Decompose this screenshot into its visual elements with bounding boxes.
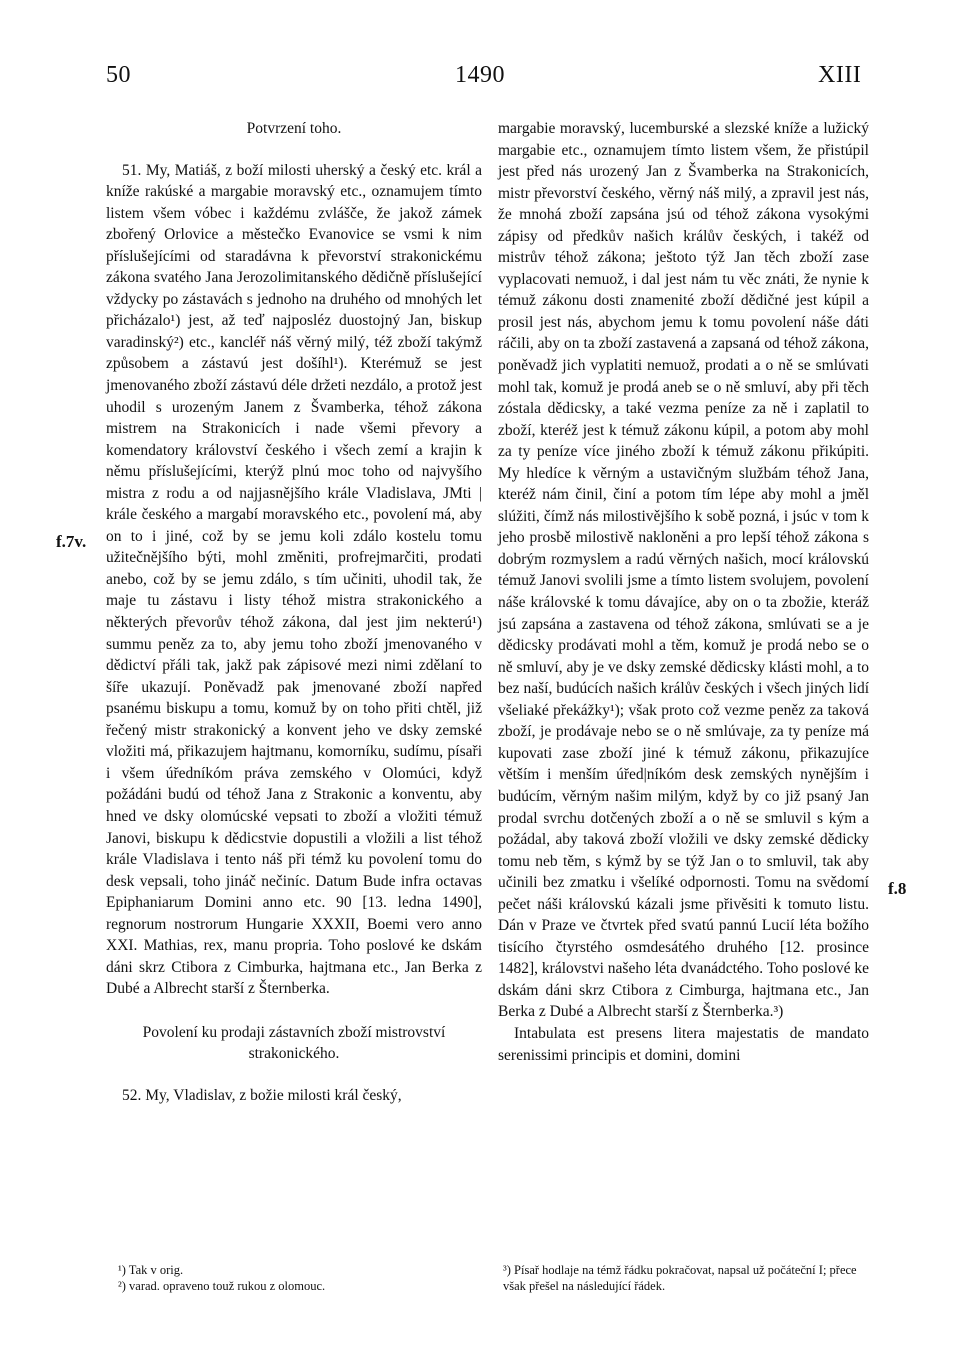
footnotes-right	[503, 1262, 873, 1294]
folio-note-right: f.8	[888, 879, 907, 898]
footnote-2: ²) varad. opraveno touž rukou z olomouc.	[118, 1279, 326, 1293]
section-number: XIII	[818, 62, 862, 88]
footnotes-left	[118, 1262, 478, 1294]
document-52-continuation: margabie moravský, lucemburské a slezské kníže a lužický margabie etc., oznamujem tímto listem všem, že přistúpil jest před nás urozený Jan z Švamberka na Strakonicích, mistr převorství českého, věrný náš milý, a zpravil jest nás, že mnohá zboží zapsána jsú od téhož zákona vysokými zápisy od předkův našich králův českých, i takéž od mistrův téhož zákona; ještoto týž Jan těch zboží zase vyplacovati nemuož, i dal jest nám tu věc znáti, že nynie k témuž zákonu dosti znamenité zboží dědičné jest kúpil a prosil jest nás, abychom jemu k tomu povolení náše dáti ráčili, aby on ta zboží zastavená a zapsaná od téhož zákona, poněvadž jich vyplatiti nemuož, prodati a o ně se smlúvati mohl tak, komuž je prodá aneb se o ně smluví, aby při těch zóstala dědicsky, a také vezma peníze za ně i zaplatil to zboží, kteréž jest k témuž zákonu kúpil, a potom aby mohl za ty peníze více jiného zboží k témuž zákonu přikúpiti. My hledíce k věrným a ustavičným službám téhož Jana, kteréž nám činil, činí a potom tím lépe aby mohl a jměl slúžiti, čímž nás milostivějšího k sobě pozná, i jsúc v tom k jeho prosbě milostivě nakloněni a pro lepší téhož zákona s dobrým rozmyslem a radú věrných našich, mocí královskú témuž Janovi svolili jsme a tímto listem svolujem, povolení náše královské k tomu dávajíce, aby on o ta zbožie, kteráž jsú zapsána a zastavena od téhož zákona, smlúvati se a je dědicsky prodávati mohl a těm, komuž je prodá nebo se o ně smluví, aby je ve dsky zemské dědicsky klásti mohl, a to bez naší, budúcích našich králův českých i všech jiných lidí všeliaké překážky¹); však proto což vezme peněz za taková zboží, je prodávaje nebo se o ně smlúvaje, za ty peníze má kupovati zase zboží jiné k témuž zákonu, přikazujíce větším i menším úřed|níkóm desk zemských nynějším i budúcím, věrným našim milým, když by co již psaný Jan prodal svrchu dotčených zboží a o ně se smluvil s kým a požádal, aby taková zboží vložili ve dsky zemské dědicky tomu neb těm, s kýmž by se týž Jan o to smluvil, tak aby učinili bez zmatku i všelíké odpornosti. Tomu na svědomí pečet náši královskú kázali jsme přivěsiti k tomuto listu. Dán v Praze ve čtvrtek před svatú pannú Lucií léta božího tisícího čtyrstého osmdesátého druhého [12. prosince 1482], královstvi našeho léta dvanádctého. Toho poslové ke dskám dáni skrz Ctibora z Cimburga, hajtmana etc., Jan Berka z Dubé a Albrecht starší z Šternberka.³)	[498, 120, 869, 1021]
folio-note-left: f.7v.	[56, 532, 87, 551]
document-52-opening: 52. My, Vladislav, z božie milosti král český,	[122, 1086, 402, 1104]
document-51-text: 51. My, Matiáš, z boží milosti uherský a český etc. král a kníže rakúské a margabie moravský etc., oznamujem tímto listem všem vóbec i každému zvlášče, že jakož zámek zbořený Orlovice a městečko Evanovice se vsmi k nim příslušejícími od staradávna k převorství strakonickému zákona svatého Jana Jerozolimitanského dědičně příslušející vždycky po zástavách s jednoho na druhého od mnohých let přicházalo¹) jest, až teď najposléz duostojný Jan, biskup varadinský²) etc., kancléř náš věrný milý, též zboží takýmž způsobem a zástavú jest došíhl¹). Kterémuž se jest jmenovaného zboží zástavú déle držeti nezdálo, a protož jest uhodil s urozeným Janem z Švamberka, téhož zákona mistrem na Strakonicích i nade všemi převory a komendatory království českého i všech zemí a krajin k němu příslušejícími, kterýž plnú moc toho od najvyšího mistra z rodu a od najjasnějšího krále Vladislava, JMti | krále českého a margabí moravského etc., povolení má, aby on to i jiné, což by se jemu koli zdálo kostelu tomu užitečnějšího býti, mohl změniti, profrejmarčiti, prodati anebo, což by se jemu zdálo, s tím učiniti, uhodil tak, že maje tu zástavu i listy téhož mistra strakonického a některých převorův téhož zákona, dal jest jim nekterú¹) summu peněz za to, aby jemu toho zboží jmenovaného v dědictví přáli tak, jakž pak zápisové mezi nimi zdělaní to šíře ukazují. Poněvadž pak jmenované zboží napřed psanému biskupu a tomu, komuž by on toho přiti chtěl, již řečený mistr strakonický a konvent jeho ve dsky zemské vložiti má, přikazujem hajtmanu, komorníku, sudímu, písaři i všem úředníkóm práva zemského v Olomúci, když požádáni budú od téhož Jana z Strakonic a konventu, aby hned ve dsky olomúcské vepsati to zboží a vložiti témuž Janovi, biskupu k dědicstvie dopustili a vložili a list téhož krále Vladislava i tento náš při témž ku povolení tomu do desk vepsali, toho jináč nečiníc. Datum Bude infra octavas Epiphaniarum Domini anno etc. 90 [13. ledna 1490], regnorum nostrorum Hungarie XXXII, Boemi vero anno XXI. Mathias, rex, manu propria. Toho poslové ke dskám dáni skrz Ctibora z Cimburka, hajtmana etc., Jan Berka z Dubé a Albrecht starší z Šternberka.	[106, 161, 482, 998]
heading-permission: Povolení ku prodaji zástavních zboží mistrovství strakonického.	[142, 1023, 446, 1063]
year-header: 1490	[455, 62, 505, 88]
footnote-3: ³) Písař hodlaje na témž řádku pokračovat, napsal už počáteční I; přece však přešel na následující řádek.	[503, 1263, 857, 1293]
left-column	[106, 118, 482, 1107]
heading-confirmation: Potvrzení toho.	[246, 120, 342, 137]
footnote-1: ¹) Tak v orig.	[118, 1263, 184, 1277]
page-number: 50	[106, 62, 131, 88]
right-column	[498, 118, 869, 1066]
intabulation-note: Intabulata est presens litera majestatis de mandato serenissimi principis et domini, domini	[498, 1024, 869, 1064]
